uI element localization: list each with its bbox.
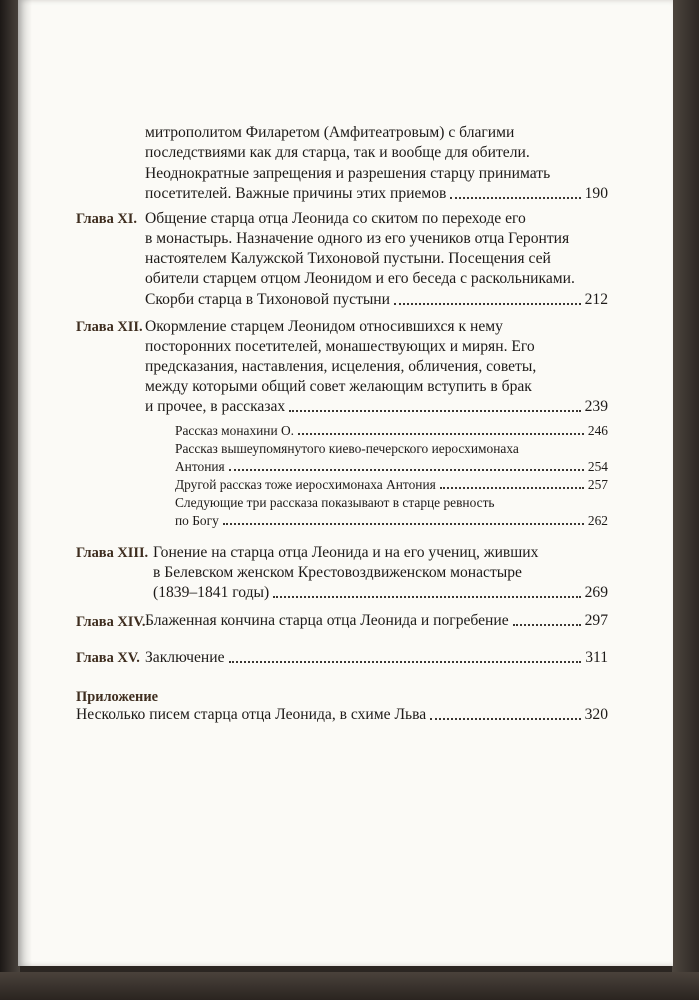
leader-dots [273,596,580,598]
chapter-label: Глава XII. [76,319,143,335]
toc-subentry-text: Рассказ монахини О. [175,423,294,438]
book-cover-right [672,0,699,1000]
leader-dots [430,718,580,720]
toc-subentry-text: по Богу [175,513,219,528]
toc-line: Общение старца отца Леонида со скитом по переходе его [145,210,526,227]
leader-dots [394,303,581,305]
toc-text: посетителей. Важные причины этих приемов [145,185,447,202]
toc-line: посторонних посетителей, монашествующих и мирян. Его [145,338,535,355]
page-number: 190 [584,185,608,202]
toc-entry-last-line[interactable] [145,612,608,630]
toc-line: Гонение на старца отца Леонида и на его учениц, живших [153,544,539,561]
toc-line: обители старцем отцом Леонидом и его беседа с раскольниками. [145,270,575,287]
toc-subentry-line: Рассказ вышеупомянутого киево-печерского иеросхимонаха [175,441,519,456]
page-number: 239 [584,398,608,415]
leader-dots [298,433,584,435]
toc-line: предсказания, наставления, исцеления, обличения, советы, [145,358,537,375]
spine-shadow [18,0,32,966]
toc-subentry[interactable] [175,423,608,439]
leader-dots [229,469,584,471]
toc-line: между которыми общий совет желающим вступить в брак [145,378,532,395]
book-cover-left [0,0,20,1000]
toc-entry-last-line[interactable] [153,584,608,602]
page-number: 320 [584,706,608,723]
toc-subentry[interactable] [175,477,608,493]
leader-dots [289,410,580,412]
page-number: 257 [587,477,608,492]
toc-line: Неоднократные запрещения и разрешения старцу принимать [145,165,551,182]
toc-line: последствиями как для старца, так и вообще для обители. [145,144,530,161]
page-number: 297 [584,612,608,629]
toc-entry-last-line[interactable] [145,398,608,416]
book-cover-bottom [0,972,699,1000]
chapter-label: Глава XIV. [76,614,146,630]
toc-entry-last-line[interactable] [76,706,608,724]
toc-subentry-line: Следующие три рассказа показывают в старце ревность [175,495,495,510]
page-number: 269 [584,584,608,601]
leader-dots [440,487,584,489]
leader-dots [229,661,582,663]
toc-subentry[interactable] [175,513,608,529]
toc-text: Заключение [145,649,225,666]
book-page [18,0,673,966]
toc-line: митрополитом Филаретом (Амфитеатровым) с благими [145,124,515,141]
page-number: 262 [587,513,608,528]
toc-text: Несколько писем старца отца Леонида, в схиме Льва [76,706,427,723]
toc-text: Скорби старца в Тихоновой пустыни [145,291,390,308]
toc-text: (1839–1841 годы) [153,584,270,601]
page-number: 254 [587,459,608,474]
toc-text: и прочее, в рассказах [145,398,286,415]
page-number: 246 [587,423,608,438]
appendix-heading: Приложение [76,689,159,705]
toc-line: в Белевском женском Крестовоздвиженском монастыре [153,564,522,581]
toc-entry-last-line[interactable] [145,291,608,309]
toc-entry-last-line[interactable] [145,649,608,667]
toc-entry-last-line[interactable] [145,185,608,203]
toc-subentry-text: Другой рассказ тоже иеросхимонаха Антония [175,477,436,492]
toc-subentry[interactable] [175,459,608,475]
chapter-label: Глава XIII. [76,545,149,561]
toc-line: в монастырь. Назначение одного из его учеников отца Геронтия [145,230,570,247]
toc-subentry-text: Антония [175,459,225,474]
leader-dots [223,523,584,525]
page-number: 212 [584,291,608,308]
chapter-label: Глава XI. [76,211,137,227]
chapter-label: Глава XV. [76,650,140,666]
leader-dots [513,624,581,626]
toc-line: Окормление старцем Леонидом относившихся к нему [145,318,503,335]
toc-text: Блаженная кончина старца отца Леонида и погребение [145,612,509,629]
toc-line: настоятелем Калужской Тихоновой пустыни. Посещения сей [145,250,551,267]
leader-dots [450,197,580,199]
page-number: 311 [585,649,608,666]
